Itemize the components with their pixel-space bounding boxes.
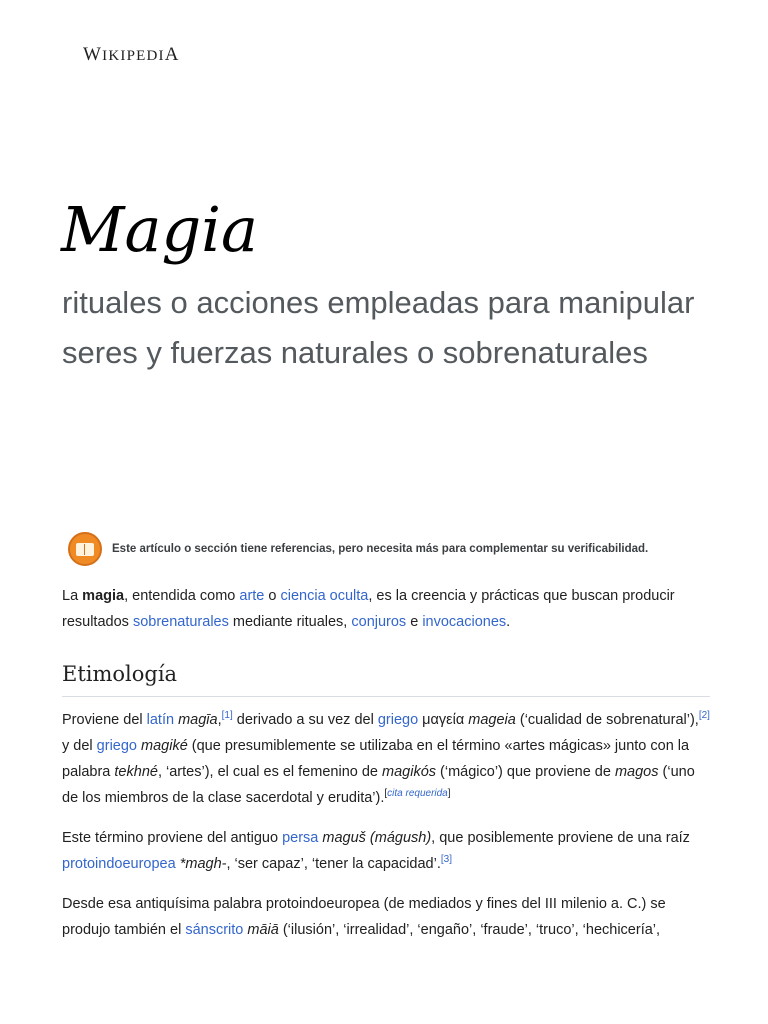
wordmark-final: A [164,44,180,65]
reference-2[interactable]: [2] [698,710,710,721]
link-griego-2[interactable]: griego [96,738,137,754]
citation-needed-link[interactable]: cita requerida [387,788,448,799]
link-sobrenaturales[interactable]: sobrenaturales [132,614,229,630]
etymology-paragraph-1: Proviene del latín magīa,[1] derivado a su vez del griego μαγεία mageia (‘cualidad de sobrenatural’),[2] y del griego magiké (que presumiblemente se utilizaba en el término «artes mágicas» junto con la palabra tekhné, ‘artes’), el cual es el femenino de magikós (‘mágico’) que proviene de magos (‘uno de los miembros de la clase sacerdotal y erudita’).[cita requerida] [62,710,710,806]
wikipedia-wordmark[interactable] [83,44,180,66]
reference-3[interactable]: [3] [440,854,452,865]
link-ciencia-oculta[interactable]: ciencia oculta [280,588,369,604]
section-heading-etimologia: Etimología [62,659,710,697]
link-protoindoeuropea[interactable]: protoindoeuropea [62,856,176,872]
link-conjuros[interactable]: conjuros [351,614,407,630]
references-notice [68,531,718,567]
page-title: Magia [61,193,258,266]
intro-paragraph: La magia, entendida como arte o ciencia oculta, es la creencia y prácticas que buscan producir resultados sobrenaturales mediante rituales, conjuros e invocaciones. [62,588,675,630]
article-content [62,583,710,957]
link-invocaciones[interactable]: invocaciones [422,614,507,630]
etymology-paragraph-2: Este término proviene del antiguo persa maguš (mágush), que posiblemente proviene de una raíz protoindoeuropea *magh-, ‘ser capaz’, ‘tener la capacidad’.[3] [62,830,690,872]
wordmark-initial: W [83,44,103,65]
link-latin[interactable]: latín [146,712,175,728]
book-icon [68,532,102,566]
wordmark-smallcaps: IKIPEDI [102,48,165,64]
term-bold: magia [82,588,125,604]
etymology-paragraph-3: Desde esa antiquísima palabra protoindoeuropea (de mediados y fines del III milenio a. C.) se produjo también el sánscrito māiā (‘ilusión’, ‘irrealidad’, ‘engaño’, ‘fraude’, ‘truco’, ‘hechicería’, [62,896,666,938]
link-arte[interactable]: arte [239,588,265,604]
link-sanscrito[interactable]: sánscrito [185,922,244,938]
notice-text: Este artículo o sección tiene referencias, pero necesita más para complementar su verificabilidad. [112,543,649,555]
reference-1[interactable]: [1] [221,710,233,721]
link-griego[interactable]: griego [377,712,419,728]
page-subtitle: rituales o acciones empleadas para manipular seres y fuerzas naturales o sobrenaturales [62,285,695,370]
link-persa[interactable]: persa [282,830,319,846]
